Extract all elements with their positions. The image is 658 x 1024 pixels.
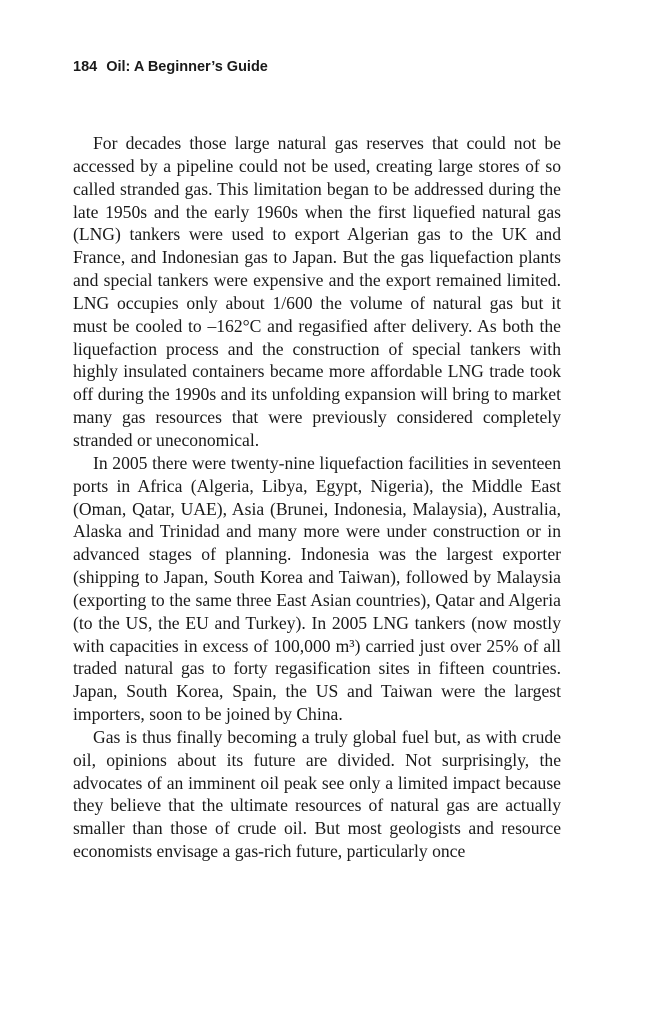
- body-text: [73, 132, 561, 863]
- running-head: [73, 59, 268, 75]
- paragraph-lng-history: For decades those large natural gas reserves that could not be accessed by a pipeline could not be used, creating large stores of so called stranded gas. This limitation began to be addressed during the late 1950s and the early 1960s when the first liquefied natural gas (LNG) tankers were used to export Algerian gas to the UK and France, and Indonesian gas to Japan. But the gas liquefaction plants and special tankers were expensive and the export remained limited. LNG occupies only about 1/600 the volume of natural gas but it must be cooled to –162°C and regasified after delivery. As both the liquefaction process and the construction of special tankers with highly insulated containers became more affordable LNG trade took off during the 1990s and its unfolding expansion will bring to market many gas resources that were previously considered completely stranded or uneconomical.: [73, 133, 561, 450]
- page-number: 184: [73, 59, 98, 75]
- paragraph-gas-future: Gas is thus finally becoming a truly global fuel but, as with crude oil, opinions about its future are divided. Not surprisingly, the advocates of an imminent oil peak see only a limited impact because they believe that the ultimate resources of natural gas are actually smaller than those of crude oil. But most geologists and resource economists envisage a gas-rich future, particularly once: [73, 726, 561, 862]
- book-title: Oil: A Beginner’s Guide: [106, 59, 268, 75]
- paragraph-lng-2005: In 2005 there were twenty-nine liquefaction facilities in seventeen ports in Africa (Algeria, Libya, Egypt, Nigeria), the Middle East (Oman, Qatar, UAE), Asia (Brunei, Indonesia, Malaysia), Australia, Alaska and Trinidad and many more were under construction or in advanced stages of planning. Indonesia was the largest exporter (shipping to Japan, South Korea and Taiwan), followed by Malaysia (exporting to the same three East Asian countries), Qatar and Algeria (to the US, the EU and Turkey). In 2005 LNG tankers (now mostly with capacities in excess of 100,000 m³) carried just over 25% of all traded natural gas to forty regasification sites in fifteen countries. Japan, South Korea, Spain, the US and Taiwan were the largest importers, soon to be joined by China.: [73, 452, 561, 725]
